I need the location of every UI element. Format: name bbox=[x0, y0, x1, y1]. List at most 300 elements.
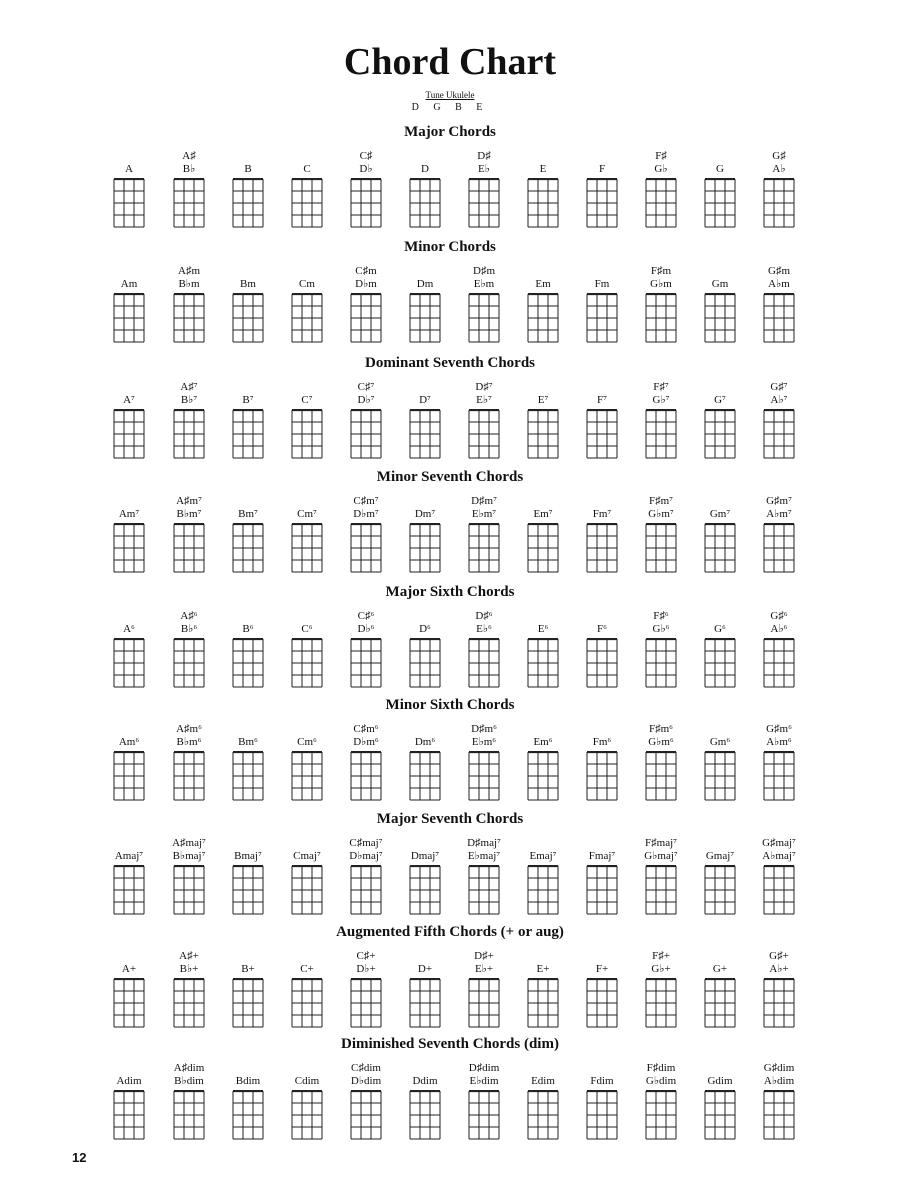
chord-name bbox=[220, 257, 276, 291]
chord bbox=[101, 602, 157, 692]
fretboard-diagram bbox=[173, 978, 205, 1028]
chord-name-main: Emaj⁷ bbox=[529, 850, 557, 862]
chord bbox=[397, 142, 453, 232]
chord-name-main: Bmaj⁷ bbox=[234, 850, 262, 862]
fretboard-diagram bbox=[704, 865, 736, 915]
chord-name bbox=[515, 829, 571, 863]
fretboard-diagram bbox=[113, 865, 145, 915]
chord-name bbox=[279, 602, 335, 636]
fretboard-diagram bbox=[113, 978, 145, 1028]
chord-name-main: D⁶ bbox=[419, 623, 431, 635]
chord-name-main: E♭maj⁷ bbox=[467, 850, 501, 862]
chord bbox=[220, 257, 276, 347]
section-title: Major Sixth Chords bbox=[385, 584, 515, 600]
chord-name-main: Cm⁶ bbox=[297, 736, 317, 748]
chord-name-main: A⁶ bbox=[123, 623, 135, 635]
chord-name bbox=[220, 942, 276, 976]
fretboard-diagram bbox=[704, 978, 736, 1028]
fretboard-diagram bbox=[704, 751, 736, 801]
chord-name bbox=[751, 487, 807, 521]
fretboard-diagram bbox=[350, 978, 382, 1028]
chord bbox=[751, 715, 807, 805]
chord bbox=[220, 373, 276, 463]
fretboard-diagram bbox=[527, 523, 559, 573]
fretboard-diagram bbox=[232, 1090, 264, 1140]
fretboard-diagram bbox=[645, 1090, 677, 1140]
chord bbox=[338, 373, 394, 463]
chord-section bbox=[0, 584, 900, 696]
chord bbox=[751, 373, 807, 463]
chord bbox=[279, 373, 335, 463]
chord-name-main: E♭⁷ bbox=[476, 394, 492, 406]
chord-name-main: C⁶ bbox=[301, 623, 313, 635]
chord-name bbox=[279, 715, 335, 749]
fretboard-diagram bbox=[586, 638, 618, 688]
chord bbox=[692, 373, 748, 463]
chord-name bbox=[692, 373, 748, 407]
fretboard-diagram bbox=[350, 865, 382, 915]
chord-name-main: C+ bbox=[300, 963, 314, 975]
fretboard-diagram bbox=[763, 1090, 795, 1140]
chord-name-main: A♭maj⁷ bbox=[762, 850, 796, 862]
chord bbox=[515, 487, 571, 577]
chord-name bbox=[751, 829, 807, 863]
chord-name-main: F⁷ bbox=[597, 394, 607, 406]
chord-name-main: Gm bbox=[711, 278, 729, 290]
fretboard-diagram bbox=[468, 293, 500, 343]
chord bbox=[633, 602, 689, 692]
chord-name bbox=[633, 1054, 689, 1088]
chord bbox=[633, 1054, 689, 1144]
chord-name-main: G♭m⁷ bbox=[648, 508, 674, 520]
chord-name-main: E♭dim bbox=[469, 1075, 499, 1087]
chord-name bbox=[751, 373, 807, 407]
chord-name-main: E♭ bbox=[478, 163, 490, 175]
chord-name bbox=[456, 487, 512, 521]
fretboard-diagram bbox=[763, 409, 795, 459]
fretboard-diagram bbox=[232, 293, 264, 343]
chord bbox=[279, 1054, 335, 1144]
fretboard-diagram bbox=[409, 978, 441, 1028]
fretboard-diagram bbox=[173, 638, 205, 688]
section-title: Minor Seventh Chords bbox=[376, 469, 524, 485]
chord-name-main: G♭m⁶ bbox=[648, 736, 674, 748]
chord-name bbox=[101, 829, 157, 863]
chord bbox=[633, 373, 689, 463]
fretboard-diagram bbox=[409, 293, 441, 343]
chord-name-main: D+ bbox=[417, 963, 433, 975]
chord-name bbox=[692, 487, 748, 521]
chord-section bbox=[0, 239, 900, 351]
chord-section bbox=[0, 1036, 900, 1148]
chord-name bbox=[515, 487, 571, 521]
chord-name-main: D⁷ bbox=[419, 394, 431, 406]
chord bbox=[456, 942, 512, 1032]
chord-name-sharp: C♯⁷ bbox=[357, 381, 375, 393]
chord-name-main: Cmaj⁷ bbox=[293, 850, 321, 862]
chord-name-main: G bbox=[716, 163, 724, 175]
chord-name-main: B♭dim bbox=[174, 1075, 204, 1087]
chord bbox=[456, 1054, 512, 1144]
fretboard-diagram bbox=[645, 523, 677, 573]
chord-name-main: B♭⁶ bbox=[180, 623, 198, 635]
chord-name-main: E⁶ bbox=[537, 623, 549, 635]
chord bbox=[515, 1054, 571, 1144]
fretboard-diagram bbox=[232, 523, 264, 573]
chord bbox=[220, 1054, 276, 1144]
chord-name bbox=[101, 373, 157, 407]
chord-name-sharp: D♯ bbox=[477, 150, 491, 162]
fretboard-diagram bbox=[586, 409, 618, 459]
chord bbox=[574, 715, 630, 805]
fretboard-diagram bbox=[232, 978, 264, 1028]
chord bbox=[574, 1054, 630, 1144]
chord bbox=[751, 829, 807, 919]
chord-name bbox=[279, 142, 335, 176]
fretboard-diagram bbox=[527, 978, 559, 1028]
chord-name bbox=[692, 715, 748, 749]
chord-name-main: A♭m⁶ bbox=[766, 736, 792, 748]
fretboard-diagram bbox=[291, 1090, 323, 1140]
chord-name bbox=[751, 257, 807, 291]
chord-name bbox=[574, 942, 630, 976]
chord-name bbox=[692, 829, 748, 863]
chord-name bbox=[161, 257, 217, 291]
chord-name-main: Gdim bbox=[707, 1075, 733, 1087]
chord-name-main: Bm⁷ bbox=[238, 508, 258, 520]
section-title: Augmented Fifth Chords (+ or aug) bbox=[336, 924, 564, 940]
chord-name-sharp: D♯⁶ bbox=[475, 610, 493, 622]
chord bbox=[751, 1054, 807, 1144]
fretboard-diagram bbox=[350, 1090, 382, 1140]
chord-name-sharp: D♯⁷ bbox=[475, 381, 493, 393]
chord-name-sharp: A♯m⁷ bbox=[176, 495, 202, 507]
chord-name bbox=[515, 715, 571, 749]
chord-name-main: D♭m⁶ bbox=[353, 736, 379, 748]
chord bbox=[633, 257, 689, 347]
fretboard-diagram bbox=[645, 409, 677, 459]
chord bbox=[101, 373, 157, 463]
chord-name-main: D♭dim bbox=[350, 1075, 382, 1087]
chord-name bbox=[161, 602, 217, 636]
chord-name bbox=[279, 487, 335, 521]
chord bbox=[279, 487, 335, 577]
tuning-legend bbox=[0, 90, 900, 113]
fretboard-diagram bbox=[527, 293, 559, 343]
fretboard-diagram bbox=[763, 751, 795, 801]
chord-name-main: B♭+ bbox=[179, 963, 199, 975]
fretboard-diagram bbox=[468, 409, 500, 459]
chord-name bbox=[751, 715, 807, 749]
chord bbox=[515, 602, 571, 692]
chord-name-main: G♭+ bbox=[651, 963, 671, 975]
chord bbox=[692, 1054, 748, 1144]
chord-name-sharp: A♯m bbox=[178, 265, 200, 277]
chord-name-main: G♭m bbox=[650, 278, 672, 290]
chord bbox=[220, 829, 276, 919]
chord-name-main: A♭⁶ bbox=[770, 623, 788, 635]
chord-section bbox=[0, 124, 900, 236]
fretboard-diagram bbox=[645, 865, 677, 915]
chord-name-main: Fmaj⁷ bbox=[588, 850, 616, 862]
chord-name-sharp: A♯m⁶ bbox=[176, 723, 202, 735]
chord bbox=[633, 487, 689, 577]
chord bbox=[397, 1054, 453, 1144]
chord bbox=[279, 942, 335, 1032]
fretboard-diagram bbox=[704, 409, 736, 459]
chord bbox=[515, 142, 571, 232]
chord-name bbox=[101, 602, 157, 636]
chord-name bbox=[338, 829, 394, 863]
chord-name-sharp: C♯ bbox=[359, 150, 373, 162]
fretboard-diagram bbox=[586, 1090, 618, 1140]
chord-name-sharp: F♯⁶ bbox=[653, 610, 669, 622]
chord-name-sharp: C♯m⁶ bbox=[353, 723, 379, 735]
chord-name bbox=[456, 602, 512, 636]
fretboard-diagram bbox=[113, 409, 145, 459]
chord-name-main: F+ bbox=[595, 963, 609, 975]
chord-name-main: Adim bbox=[116, 1075, 142, 1087]
fretboard-diagram bbox=[409, 751, 441, 801]
chord bbox=[397, 373, 453, 463]
fretboard-diagram bbox=[291, 978, 323, 1028]
chord bbox=[574, 373, 630, 463]
fretboard-diagram bbox=[704, 293, 736, 343]
chord bbox=[338, 602, 394, 692]
chord-name bbox=[338, 257, 394, 291]
chord bbox=[692, 487, 748, 577]
chord-name-sharp: F♯m⁷ bbox=[648, 495, 673, 507]
chord-name-main: D♭ bbox=[359, 163, 373, 175]
chord bbox=[397, 829, 453, 919]
chord bbox=[220, 715, 276, 805]
fretboard-diagram bbox=[527, 751, 559, 801]
chord bbox=[220, 142, 276, 232]
chord-name bbox=[161, 829, 217, 863]
chord-name-main: Dm⁷ bbox=[414, 508, 436, 520]
chord bbox=[692, 942, 748, 1032]
chord-name-sharp: F♯ bbox=[655, 150, 667, 162]
chord-name bbox=[397, 1054, 453, 1088]
chord bbox=[574, 487, 630, 577]
chord-name bbox=[456, 829, 512, 863]
chord-name-sharp: G♯⁷ bbox=[770, 381, 788, 393]
chord-name bbox=[397, 602, 453, 636]
chord bbox=[515, 257, 571, 347]
fretboard-diagram bbox=[232, 178, 264, 228]
chord bbox=[574, 942, 630, 1032]
fretboard-diagram bbox=[586, 523, 618, 573]
chord-name-main: Bm bbox=[240, 278, 256, 290]
fretboard-diagram bbox=[409, 638, 441, 688]
fretboard-diagram bbox=[291, 865, 323, 915]
chord bbox=[338, 942, 394, 1032]
fretboard-diagram bbox=[291, 409, 323, 459]
chord bbox=[161, 257, 217, 347]
chord-name-main: G♭⁶ bbox=[652, 623, 670, 635]
chord-name-sharp: F♯dim bbox=[646, 1062, 676, 1074]
fretboard-diagram bbox=[113, 751, 145, 801]
fretboard-diagram bbox=[173, 865, 205, 915]
chord bbox=[101, 829, 157, 919]
fretboard-diagram bbox=[468, 865, 500, 915]
chord-name-main: B♭m bbox=[178, 278, 200, 290]
chord-name-main: Bdim bbox=[235, 1075, 261, 1087]
chord-name bbox=[574, 373, 630, 407]
chord bbox=[161, 373, 217, 463]
chord-name-sharp: F♯m bbox=[650, 265, 672, 277]
fretboard-diagram bbox=[291, 523, 323, 573]
chord-name bbox=[338, 487, 394, 521]
fretboard-diagram bbox=[527, 1090, 559, 1140]
chord-name-main: G⁶ bbox=[714, 623, 726, 635]
chord bbox=[220, 602, 276, 692]
chord-name bbox=[220, 373, 276, 407]
chord-name bbox=[574, 257, 630, 291]
chord bbox=[279, 142, 335, 232]
chord bbox=[338, 829, 394, 919]
chord-name bbox=[101, 257, 157, 291]
chord-name-main: E♭m bbox=[473, 278, 495, 290]
chord-name bbox=[161, 487, 217, 521]
chord-name-main: E⁷ bbox=[537, 394, 549, 406]
chord-name-main: Am bbox=[120, 278, 138, 290]
chord-name-sharp: A♯⁷ bbox=[180, 381, 198, 393]
chord bbox=[751, 257, 807, 347]
chord-name bbox=[101, 715, 157, 749]
chord bbox=[338, 1054, 394, 1144]
chord-name-main: A♭+ bbox=[769, 963, 789, 975]
fretboard-diagram bbox=[409, 409, 441, 459]
chord-name-main: A♭ bbox=[772, 163, 786, 175]
chord bbox=[692, 602, 748, 692]
chord bbox=[633, 715, 689, 805]
fretboard-diagram bbox=[232, 751, 264, 801]
chord-name-main: Ddim bbox=[412, 1075, 438, 1087]
chord-name bbox=[338, 942, 394, 976]
chord bbox=[692, 829, 748, 919]
section-title: Dominant Seventh Chords bbox=[364, 355, 536, 371]
fretboard-diagram bbox=[704, 523, 736, 573]
chord bbox=[515, 715, 571, 805]
section-title: Minor Sixth Chords bbox=[385, 697, 515, 713]
chord-name bbox=[692, 942, 748, 976]
fretboard-diagram bbox=[527, 865, 559, 915]
chord-name-sharp: C♯dim bbox=[351, 1062, 381, 1074]
fretboard-diagram bbox=[763, 978, 795, 1028]
chord bbox=[279, 257, 335, 347]
fretboard-diagram bbox=[173, 178, 205, 228]
fretboard-diagram bbox=[468, 751, 500, 801]
chord-name bbox=[456, 942, 512, 976]
chord-name bbox=[338, 1054, 394, 1088]
chord bbox=[220, 942, 276, 1032]
chord-name-sharp: G♯+ bbox=[769, 950, 789, 962]
fretboard-diagram bbox=[409, 523, 441, 573]
chord-name-main: D♭m bbox=[355, 278, 377, 290]
chord bbox=[574, 142, 630, 232]
chord-name-sharp: D♯m⁶ bbox=[471, 723, 497, 735]
chord-name-main: F bbox=[598, 163, 606, 175]
fretboard-diagram bbox=[704, 638, 736, 688]
chord-name-sharp: C♯m⁷ bbox=[353, 495, 379, 507]
fretboard-diagram bbox=[409, 178, 441, 228]
chord bbox=[161, 487, 217, 577]
chord-name bbox=[456, 257, 512, 291]
chord-name-sharp: D♯+ bbox=[474, 950, 494, 962]
chord-name bbox=[397, 487, 453, 521]
chord-name-main: G♭dim bbox=[645, 1075, 677, 1087]
fretboard-diagram bbox=[350, 638, 382, 688]
section-title: Minor Chords bbox=[404, 239, 496, 255]
fretboard-diagram bbox=[113, 1090, 145, 1140]
chord-name-main: B♭ bbox=[182, 163, 196, 175]
chord bbox=[751, 602, 807, 692]
fretboard-diagram bbox=[173, 409, 205, 459]
fretboard-diagram bbox=[704, 1090, 736, 1140]
chord-name-main: A⁷ bbox=[123, 394, 135, 406]
chord-name-main: G⁷ bbox=[714, 394, 726, 406]
chord-name-sharp: C♯maj⁷ bbox=[349, 837, 383, 849]
chord-name bbox=[456, 1054, 512, 1088]
chord-name-main: B♭⁷ bbox=[180, 394, 198, 406]
chord-name bbox=[220, 142, 276, 176]
chord-name bbox=[397, 715, 453, 749]
chord-name bbox=[279, 829, 335, 863]
chord bbox=[692, 257, 748, 347]
chord bbox=[692, 142, 748, 232]
tuning-strings: D G B E bbox=[411, 102, 489, 113]
chord-name-main: G♭maj⁷ bbox=[644, 850, 678, 862]
fretboard-diagram bbox=[468, 178, 500, 228]
chord-section bbox=[0, 355, 900, 467]
fretboard-diagram bbox=[468, 1090, 500, 1140]
chord-name bbox=[633, 829, 689, 863]
chord bbox=[279, 715, 335, 805]
chord-section bbox=[0, 811, 900, 923]
chord-name bbox=[338, 373, 394, 407]
chord bbox=[397, 942, 453, 1032]
chord-name bbox=[574, 602, 630, 636]
chord-name-main: A bbox=[125, 163, 133, 175]
chord-name-sharp: D♯maj⁷ bbox=[467, 837, 501, 849]
chord-name bbox=[220, 487, 276, 521]
chord bbox=[515, 942, 571, 1032]
page-title: Chord Chart bbox=[343, 41, 557, 83]
fretboard-diagram bbox=[409, 1090, 441, 1140]
chord bbox=[456, 257, 512, 347]
chord bbox=[101, 257, 157, 347]
chord bbox=[456, 715, 512, 805]
chord-name bbox=[751, 942, 807, 976]
section-title: Major Seventh Chords bbox=[376, 811, 524, 827]
chord bbox=[574, 257, 630, 347]
chord-name bbox=[633, 487, 689, 521]
chord bbox=[456, 829, 512, 919]
chord-name bbox=[633, 142, 689, 176]
chord bbox=[101, 142, 157, 232]
chord-name-main: B⁶ bbox=[242, 623, 254, 635]
chord-name-main: F⁶ bbox=[597, 623, 607, 635]
chord bbox=[456, 142, 512, 232]
chord-name bbox=[574, 829, 630, 863]
chord-name-main: Cdim bbox=[294, 1075, 320, 1087]
chord-name-sharp: F♯+ bbox=[652, 950, 670, 962]
chord-name bbox=[397, 142, 453, 176]
fretboard-diagram bbox=[645, 751, 677, 801]
chord-name bbox=[397, 942, 453, 976]
fretboard-diagram bbox=[173, 751, 205, 801]
